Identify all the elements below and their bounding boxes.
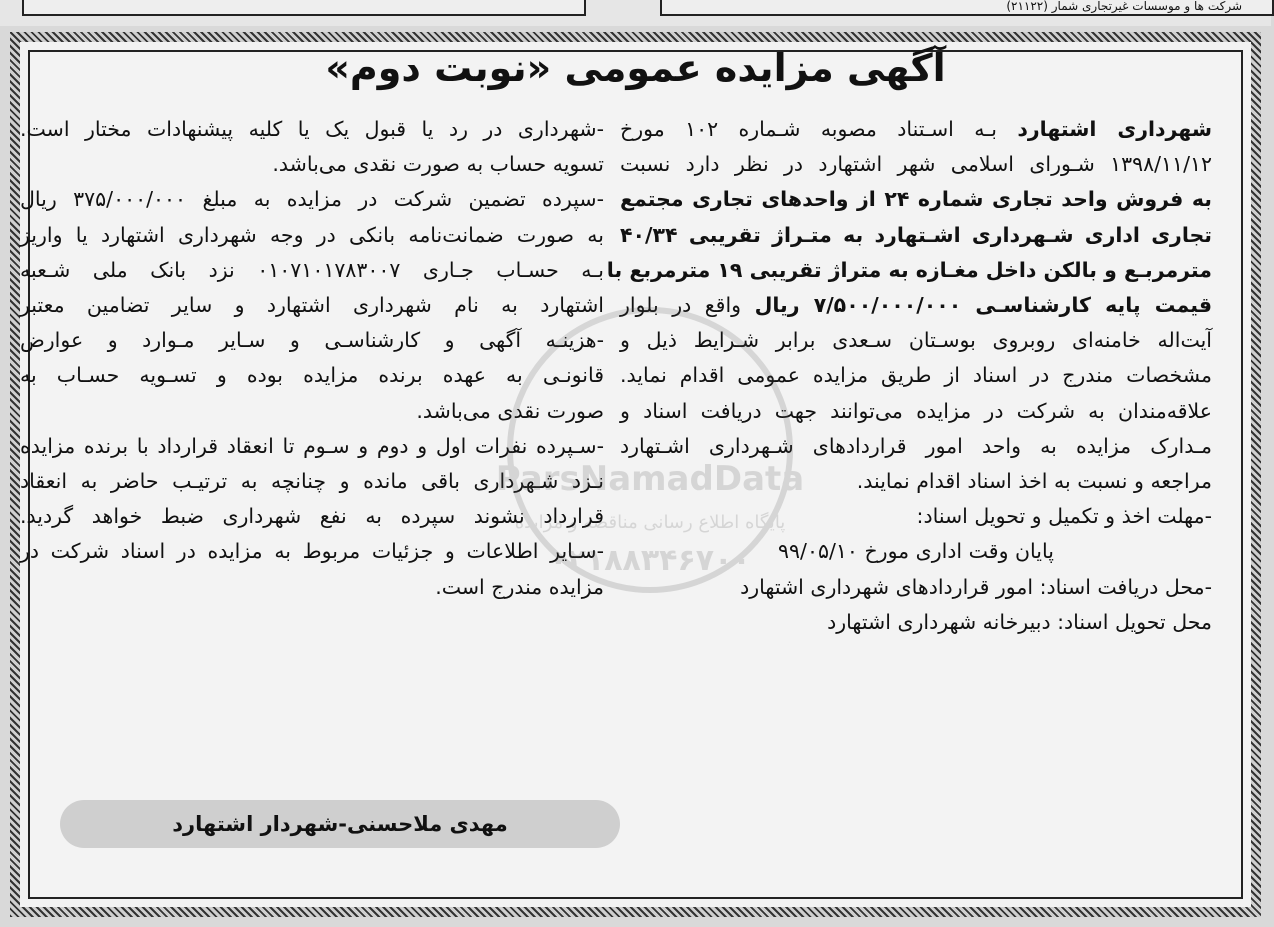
left-column <box>20 112 604 605</box>
right-column-line-9-text: علاقه‌مندان به شرکت در مزایده می‌توانند جهت دریافت اسناد و <box>620 398 1212 423</box>
left-column-line-2 <box>20 147 604 182</box>
right-column-line-3 <box>620 182 1212 217</box>
right-column-line-14 <box>620 570 1212 605</box>
right-column-line-7 <box>620 323 1212 358</box>
right-column-line-12 <box>620 499 1212 534</box>
left-column-line-12 <box>20 499 604 534</box>
right-column-line-2-text: ۱۳۹۸/۱۱/۱۲ شـورای اسلامی شهر اشتهارد در نظر دارد نسبت <box>620 152 1212 177</box>
right-column-line-8-text: مشخصات مندرج در اسناد از طریق مزایده عمومی اقدام نماید. <box>620 363 1212 388</box>
right-column-line-15-text: محل تحویل اسناد: دبیرخانه شهرداری اشتهارد <box>827 609 1212 634</box>
left-column-line-10-text: -سـپرده نفرات اول و دوم و سـوم تا انعقاد قرارداد با برنده مزایده <box>20 433 604 458</box>
right-column <box>606 112 1212 640</box>
left-column-line-6 <box>20 288 604 323</box>
left-column-line-7 <box>20 323 604 358</box>
right-column-line-6 <box>620 288 1212 323</box>
right-column-line-13-text: پایان وقت اداری مورخ ۹۹/۰۵/۱۰ <box>778 539 1054 564</box>
left-column-line-1-text: -شهرداری در رد یا قبول یک یا کلیه پیشنهادات مختار است. <box>20 117 604 141</box>
top-box-left <box>22 0 586 16</box>
right-column-line-7-text: آیت‌اله خامنه‌ای روبروی بوسـتان سـعدی برابر شـرایط ذیل و <box>620 328 1212 353</box>
left-column-line-11-text: نـزد شـهرداری باقی مانده و چنانچه به ترتیـب حاضر به انعقاد <box>20 469 604 494</box>
left-column-line-7-text: -هزینـه آگهی و کارشناسـی و سـایر مـوارد و عوارض <box>20 328 604 353</box>
left-column-line-2-text: تسویه حساب به صورت نقدی می‌باشد. <box>272 152 604 177</box>
right-column-line-11-text: مراجعه و نسبت به اخذ اسناد اقدام نمایند. <box>856 469 1212 494</box>
right-column-line-10-text: مـدارک مزایده به واحد امور قراردادهای شـهرداری اشـتهارد <box>620 433 1212 458</box>
left-column-line-13-text: -سـایر اطلاعات و جزئیات مربوط به مزایده در اسناد شرکت در <box>20 539 604 564</box>
right-column-line-1 <box>620 112 1212 147</box>
left-column-line-8-text: قانونـی به عهده برنده مزایده بوده و تسـویه حسـاب به <box>20 363 604 388</box>
left-column-line-10 <box>20 429 604 464</box>
right-column-line-15 <box>620 605 1212 640</box>
left-column-line-14-text: مزایده مندرج است. <box>435 574 604 599</box>
left-column-line-5-text: بـه حسـاب جـاری ۰۱۰۷۱۰۱۷۸۳۰۰۷ نزد بانک ملی شـعبه <box>20 257 604 282</box>
right-column-line-2 <box>620 147 1212 182</box>
right-column-line-8 <box>620 358 1212 393</box>
right-column-line-5-bold: مترمربـع و بالکن داخل مغـازه به متراژ تقریبی ۱۹ مترمربع با <box>606 257 1212 282</box>
right-column-line-10 <box>620 429 1212 464</box>
right-column-line-6-text: واقع در بلوار <box>620 293 755 318</box>
right-column-line-5 <box>606 253 1212 288</box>
right-column-line-4 <box>620 218 1212 253</box>
left-column-line-3-text: -سپرده تضمین شرکت در مزایده به مبلغ ۳۷۵/۰۰۰/۰۰۰ ریال <box>20 187 605 212</box>
top-strip <box>0 0 1271 26</box>
left-column-line-5 <box>20 253 604 288</box>
right-column-line-12-text: -مهلت اخذ و تکمیل و تحویل اسناد: <box>916 504 1212 529</box>
right-column-line-9 <box>620 394 1212 429</box>
left-column-line-12-text: قرارداد نشوند سپرده به نفع شهرداری ضبط خواهد گردید. <box>20 504 604 529</box>
right-column-line-6-bold: قیمت پایه کارشناسـی ۷/۵۰۰/۰۰۰/۰۰۰ ریال <box>754 293 1212 318</box>
left-column-line-11 <box>20 464 604 499</box>
left-column-line-4 <box>20 218 604 253</box>
left-column-line-3 <box>20 182 604 217</box>
right-column-line-13 <box>620 534 1212 569</box>
right-column-line-11 <box>620 464 1212 499</box>
left-column-line-4-text: به صورت ضمانت‌نامه بانکی در وجه شهرداری اشتهارد یا واریز <box>20 222 604 247</box>
ad-title: آگهی مزایده عمومی «نوبت دوم» <box>325 46 946 90</box>
left-column-line-14 <box>20 570 604 605</box>
left-column-line-13 <box>20 534 604 569</box>
left-column-line-6-text: اشتهارد به نام شهرداری اشتهارد و سایر تضامین معتبر <box>20 293 604 318</box>
right-column-line-14-text: -محل دریافت اسناد: امور قراردادهای شهرداری اشتهارد <box>740 574 1212 599</box>
right-column-line-1-text: بـه اسـتناد مصوبه شـماره ۱۰۲ مورخ <box>620 117 1018 141</box>
left-column-line-1 <box>20 112 604 147</box>
left-column-line-9-text: صورت نقدی می‌باشد. <box>416 398 604 423</box>
right-column-line-4-bold: تجاری اداری شـهرداری اشـتهارد به متـراژ تقریبی ۴۰/۳۴ <box>620 222 1212 247</box>
right-column-line-3-bold: به فروش واحد تجاری شماره ۲۴ از واحدهای تجاری مجتمع <box>620 187 1212 212</box>
right-column-line-1-bold: شهرداری اشتهارد <box>1017 117 1212 141</box>
left-column-line-8 <box>20 358 604 393</box>
top-box-right: شرکت ها و موسسات غیرتجاری شمار (۲۱۱۲۲) <box>660 0 1274 16</box>
left-column-line-9 <box>20 394 604 429</box>
signature: مهدی ملاحسنی-شهردار اشتهارد <box>60 800 620 848</box>
